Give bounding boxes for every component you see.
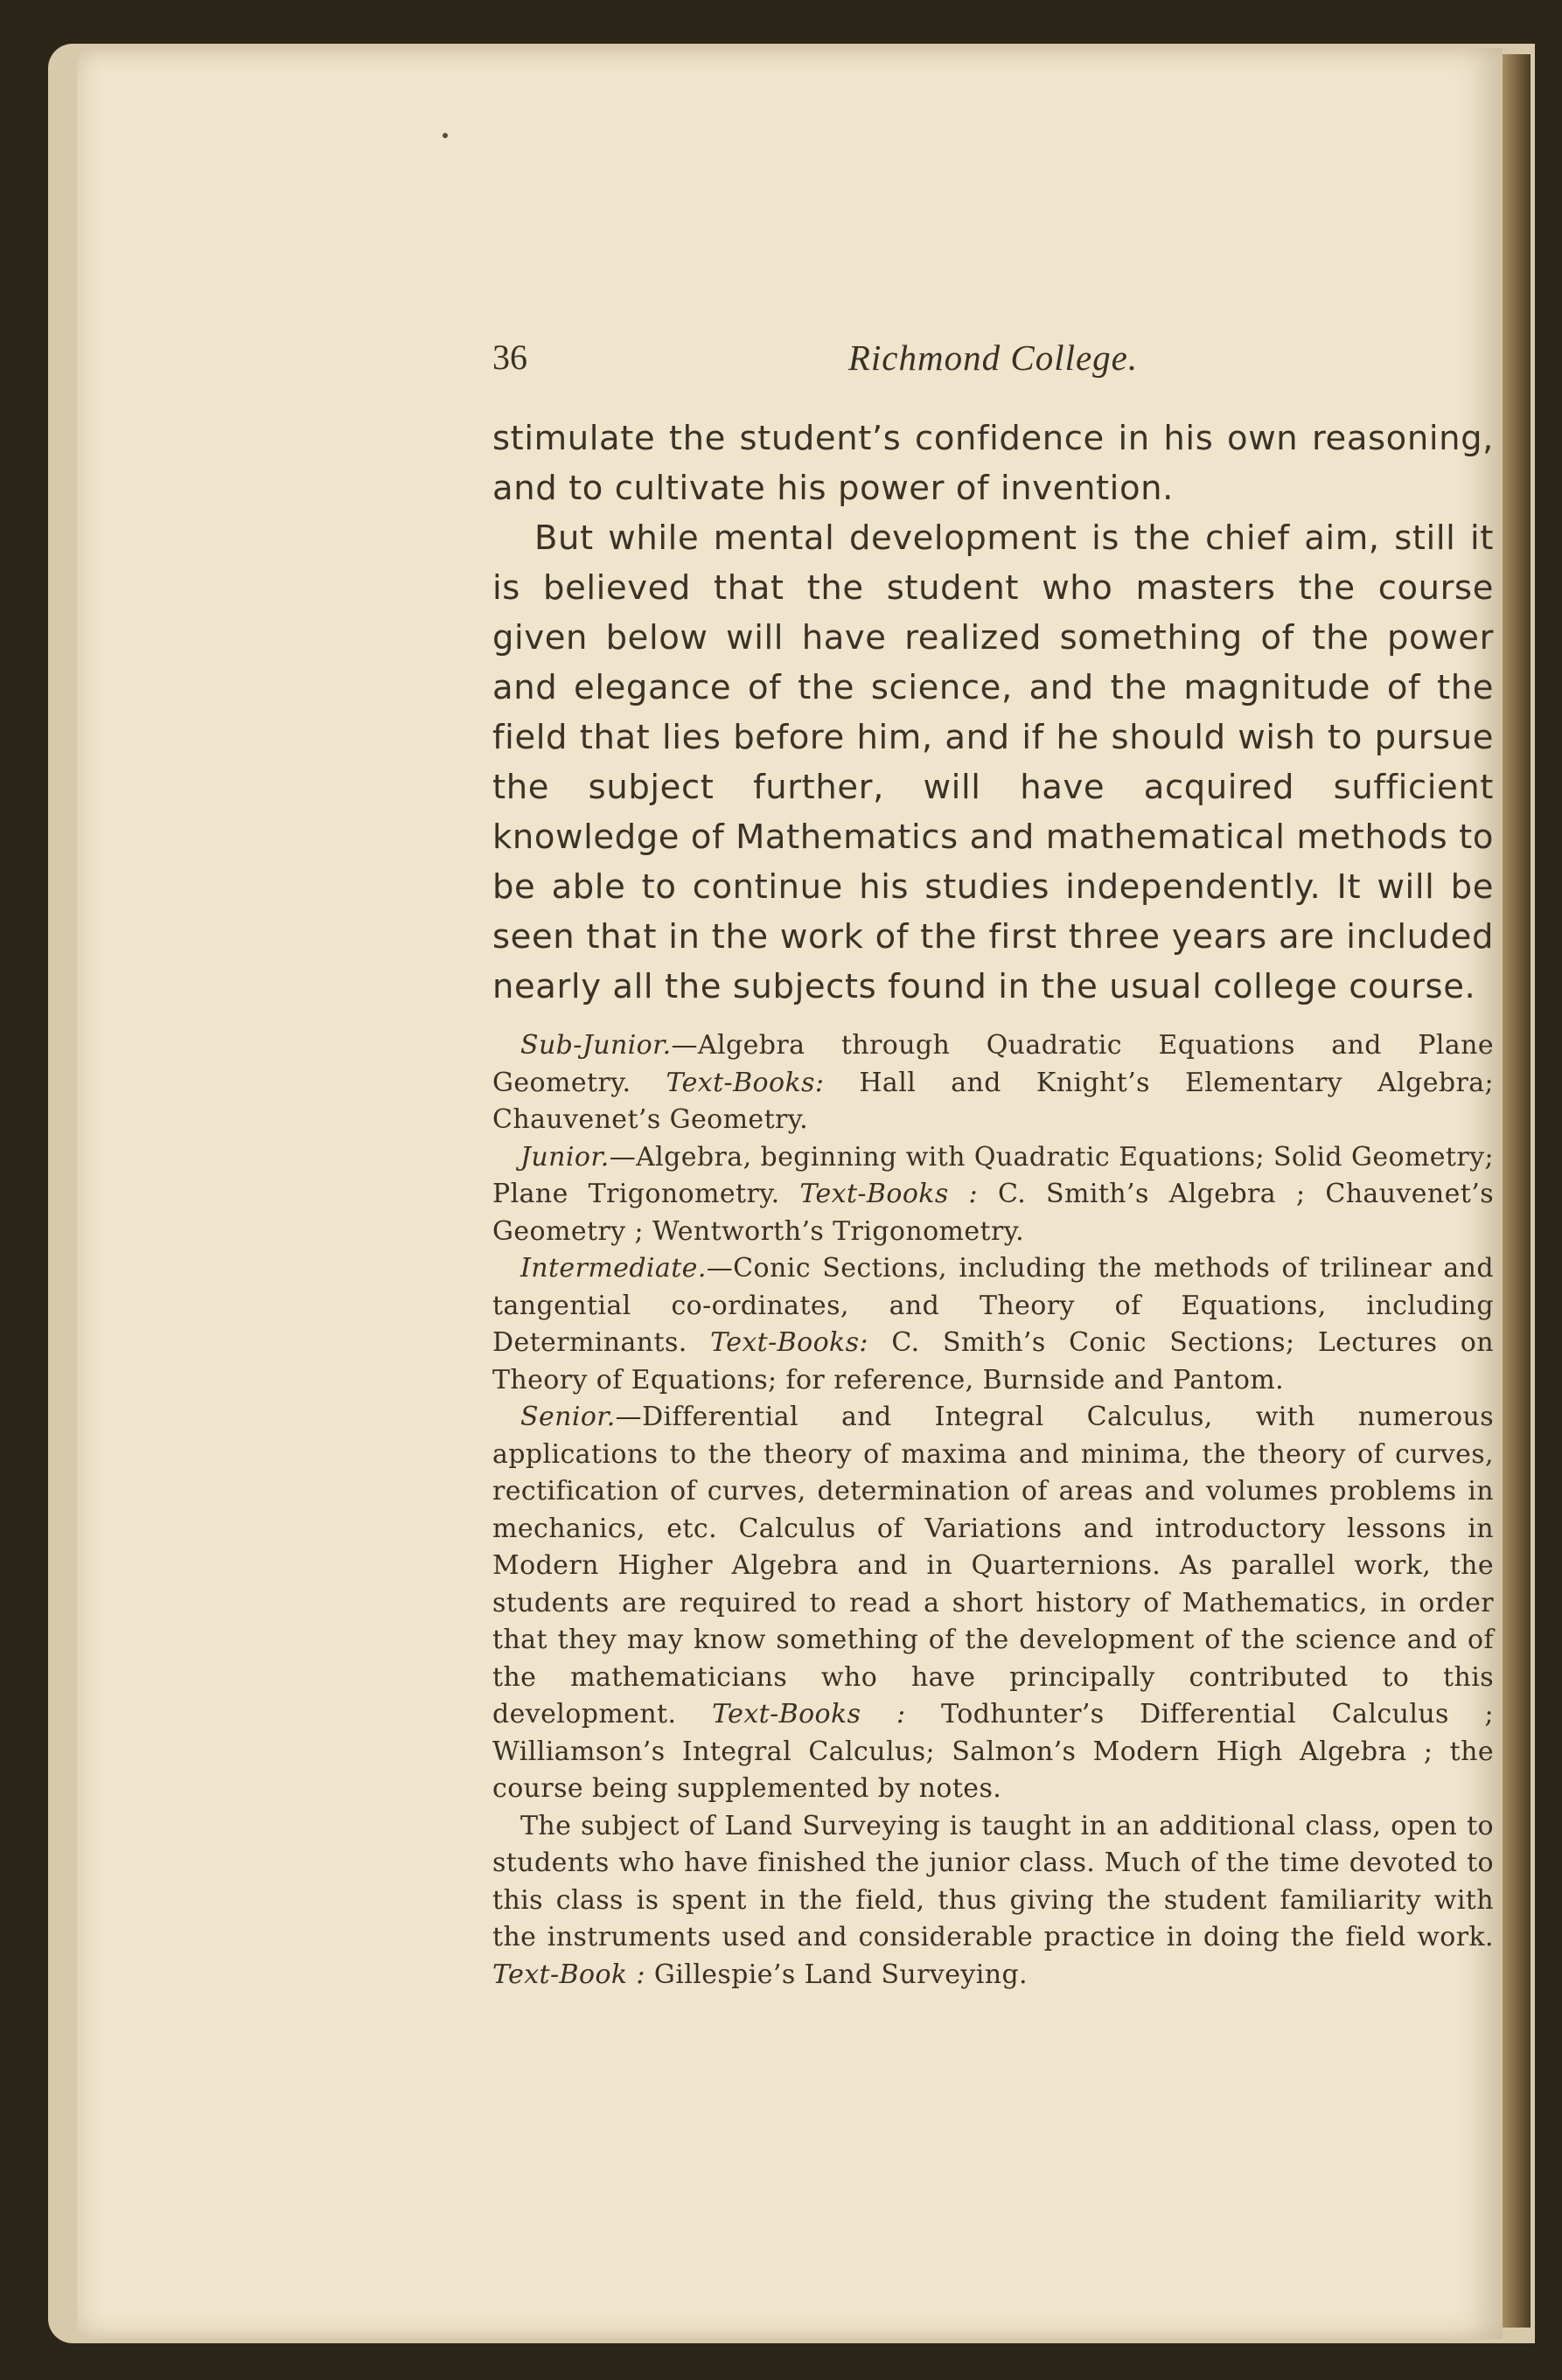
course-description: —Algebra, beginning with Quadratic Equations; Solid Geometry; Plane Trigonometry. <box>492 1141 1494 1209</box>
course-sub-junior <box>492 1027 1494 1139</box>
page-header <box>492 337 1494 389</box>
course-label: Junior. <box>520 1141 610 1173</box>
textbooks-label: Text-Books : <box>712 1699 906 1729</box>
course-label: Senior. <box>520 1402 616 1432</box>
course-land-surveying <box>492 1808 1494 1994</box>
lead-paragraph-2: But while mental development is the chief aim, still it is believed that the student who masters the course given below will have realized something of the power and elegance of the science, and the magnitude of the field that lies before him, and if he should wish to pursue the subject further, will have acquired sufficient knowledge of Mathematics and mathematical methods to be able to continue his studies independently. It will be seen that in the work of the first three years are included nearly all the subjects found in the usual college course. <box>492 518 1494 1006</box>
course-description: —Conic Sections, including the methods of trilinear and tangential co-ordinates, and Theory of Equations, including Determinants. <box>492 1253 1494 1358</box>
ink-speck <box>443 133 448 138</box>
textbooks: Gillespie’s Land Surveying. <box>645 1959 1028 1990</box>
running-title: Richmond College. <box>847 338 1139 378</box>
textbooks: C. Smith’s Conic Sections; Lectures on Theory of Equations; for reference, Burnside and Pantom. <box>492 1327 1494 1395</box>
course-description: The subject of Land Surveying is taught in an additional class, open to students who have finished the junior class. Much of the time devoted to this class is spent in the field, thus giving the student familiarity with the instruments used and considerable practice in doing the field work. <box>492 1810 1494 1952</box>
lead-paragraph-1: stimulate the student’s confidence in his own reasoning, and to cultivate his power of invention. <box>492 419 1494 508</box>
book-page <box>77 48 1503 2339</box>
course-description: —Differential and Integral Calculus, with numerous applications to the theory of maxima and minima, the theory of curves, rectification of curves, determination of areas and volumes problems in mechanics, etc. Calculus of Variations and introductory lessons in Modern Higher Algebra and in Quarternions. As parallel work, the students are required to read a short history of Mathematics, in order that they may know something of the development of the science and of the mathematicians who have principally contributed to this development. <box>492 1402 1494 1729</box>
textbooks-label: Text-Books: <box>710 1327 868 1358</box>
course-label: Intermediate. <box>520 1253 707 1284</box>
course-label: Sub-Junior. <box>520 1030 672 1061</box>
textbooks-label: Text-Book : <box>492 1959 645 1990</box>
course-list <box>492 1027 1494 1994</box>
textbooks-label: Text-Books : <box>799 1179 979 1209</box>
course-senior <box>492 1399 1494 1808</box>
course-description: —Algebra through Quadratic Equations and Plane Geometry. <box>492 1030 1494 1098</box>
course-intermediate <box>492 1250 1494 1399</box>
textbooks-label: Text-Books: <box>666 1067 825 1098</box>
lead-text <box>492 414 1494 1012</box>
course-junior <box>492 1139 1494 1251</box>
page-number: 36 <box>492 338 527 377</box>
textbooks: Hall and Knight’s Elementary Algebra; Chauvenet’s Geometry. <box>492 1067 1494 1135</box>
textbooks: C. Smith’s Algebra ; Chauvenet’s Geometry ; Wentworth’s Trigonometry. <box>492 1179 1494 1247</box>
textbooks: Todhunter’s Differential Calculus ; Williamson’s Integral Calculus; Salmon’s Modern High Algebra ; the course being supplemented by notes. <box>492 1699 1494 1804</box>
